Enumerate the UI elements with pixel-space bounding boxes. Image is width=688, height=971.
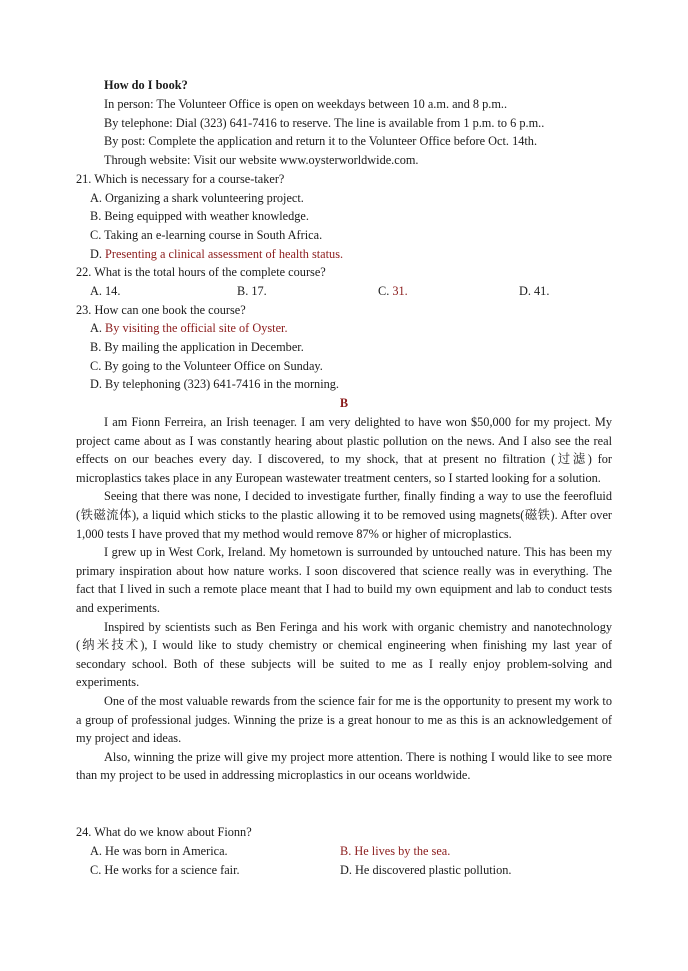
q23-option-b: B. By mailing the application in December.: [90, 340, 304, 354]
q23-option-a: [90, 321, 288, 336]
q24-stem: 24. What do we know about Fionn?: [76, 825, 252, 839]
q24-option-b: [340, 844, 450, 859]
q21-option-a: A. Organizing a shark volunteering project.: [90, 191, 304, 205]
option-letter: B.: [340, 844, 355, 858]
booking-post: By post: Complete the application and return it to the Volunteer Office before Oct. 14th.: [104, 134, 538, 148]
q21-option-b: B. Being equipped with weather knowledge.: [90, 209, 309, 223]
passage-paragraph-4: Inspired by scientists such as Ben Feringa and his work with organic chemistry and nanotechnology (纳米技术), I would like to study chemistry or chemical engineering when finishing my last year of secondary school. Both of these subjects will be suited to me as I really enjoy problem-solving and experiments.: [76, 619, 612, 690]
passage-paragraph-3: I grew up in West Cork, Ireland. My hometown is surrounded by untouched nature. This has been my primary inspiration about how nature works. I soon discovered that science really was in everything. The fact that I lived in such a remote place meant that I had to build my own equipment and lab to conduct tests and experiments.: [76, 545, 612, 615]
q22-stem: 22. What is the total hours of the complete course?: [76, 265, 326, 279]
booking-heading: How do I book?: [104, 78, 188, 92]
q23-stem: 23. How can one book the course?: [76, 303, 246, 317]
answer-text: Presenting a clinical assessment of health status.: [105, 247, 344, 261]
booking-in-person: In person: The Volunteer Office is open on weekdays between 10 a.m. and 8 p.m..: [104, 97, 508, 111]
passage-paragraph-1: I am Fionn Ferreira, an Irish teenager. I am very delighted to have won $50,000 for my project. My project came about as I was constantly hearing about plastic pollution on the news. And I also see the real effects on our beaches every day. I discovered, to my shock, that at present no filtration (过滤) for microplastics takes place in any European wastewater treatment centers, so I started looking for a solution.: [76, 415, 612, 485]
answer-text: 31.: [392, 284, 408, 298]
q21-option-c: C. Taking an e-learning course in South Africa.: [90, 228, 323, 242]
booking-telephone: By telephone: Dial (323) 641-7416 to reserve. The line is available from 1 p.m. to 6 p.m..: [104, 116, 545, 130]
q23-option-c: C. By going to the Volunteer Office on Sunday.: [90, 359, 323, 373]
q22-option-b: B. 17.: [237, 284, 267, 298]
q24-option-c: C. He works for a science fair.: [90, 863, 240, 877]
q23-option-d: D. By telephoning (323) 641-7416 in the morning.: [90, 377, 339, 391]
q21-stem: 21. Which is necessary for a course-taker?: [76, 172, 285, 186]
answer-text: By visiting the official site of Oyster.: [105, 321, 288, 335]
passage-paragraph-6: Also, winning the prize will give my project more attention. There is nothing I would like to see more than my project to be used in addressing microplastics in our oceans worldwide.: [76, 749, 612, 783]
q22-option-c: [378, 284, 408, 299]
q24-option-d: D. He discovered plastic pollution.: [340, 863, 512, 877]
q24-option-a: A. He was born in America.: [90, 844, 228, 858]
q22-option-a: A. 14.: [90, 284, 121, 298]
option-letter: C.: [378, 284, 393, 298]
option-letter: A.: [90, 321, 106, 335]
answer-text: He lives by the sea.: [354, 844, 451, 858]
option-letter: D.: [90, 247, 106, 261]
passage-paragraph-2: Seeing that there was none, I decided to investigate further, finally finding a way to use the feerofluid (铁磁流体), a liquid which sticks to the plastic allowing it to be removed using magnets(磁铁). After over 1,000 tests I have proved that my method would remove 87% or higher of microplastics.: [76, 489, 612, 541]
q22-option-d: D. 41.: [519, 284, 550, 298]
booking-website: Through website: Visit our website www.oysterworldwide.com.: [104, 153, 419, 167]
passage: [76, 413, 612, 785]
q21-option-d: [90, 247, 343, 262]
passage-paragraph-5: One of the most valuable rewards from the science fair for me is the opportunity to present my work to a group of professional judges. Winning the prize is a great honour to me as this is an acknowledgement of my project and ideas.: [76, 693, 612, 746]
section-heading-b: B: [339, 396, 349, 410]
